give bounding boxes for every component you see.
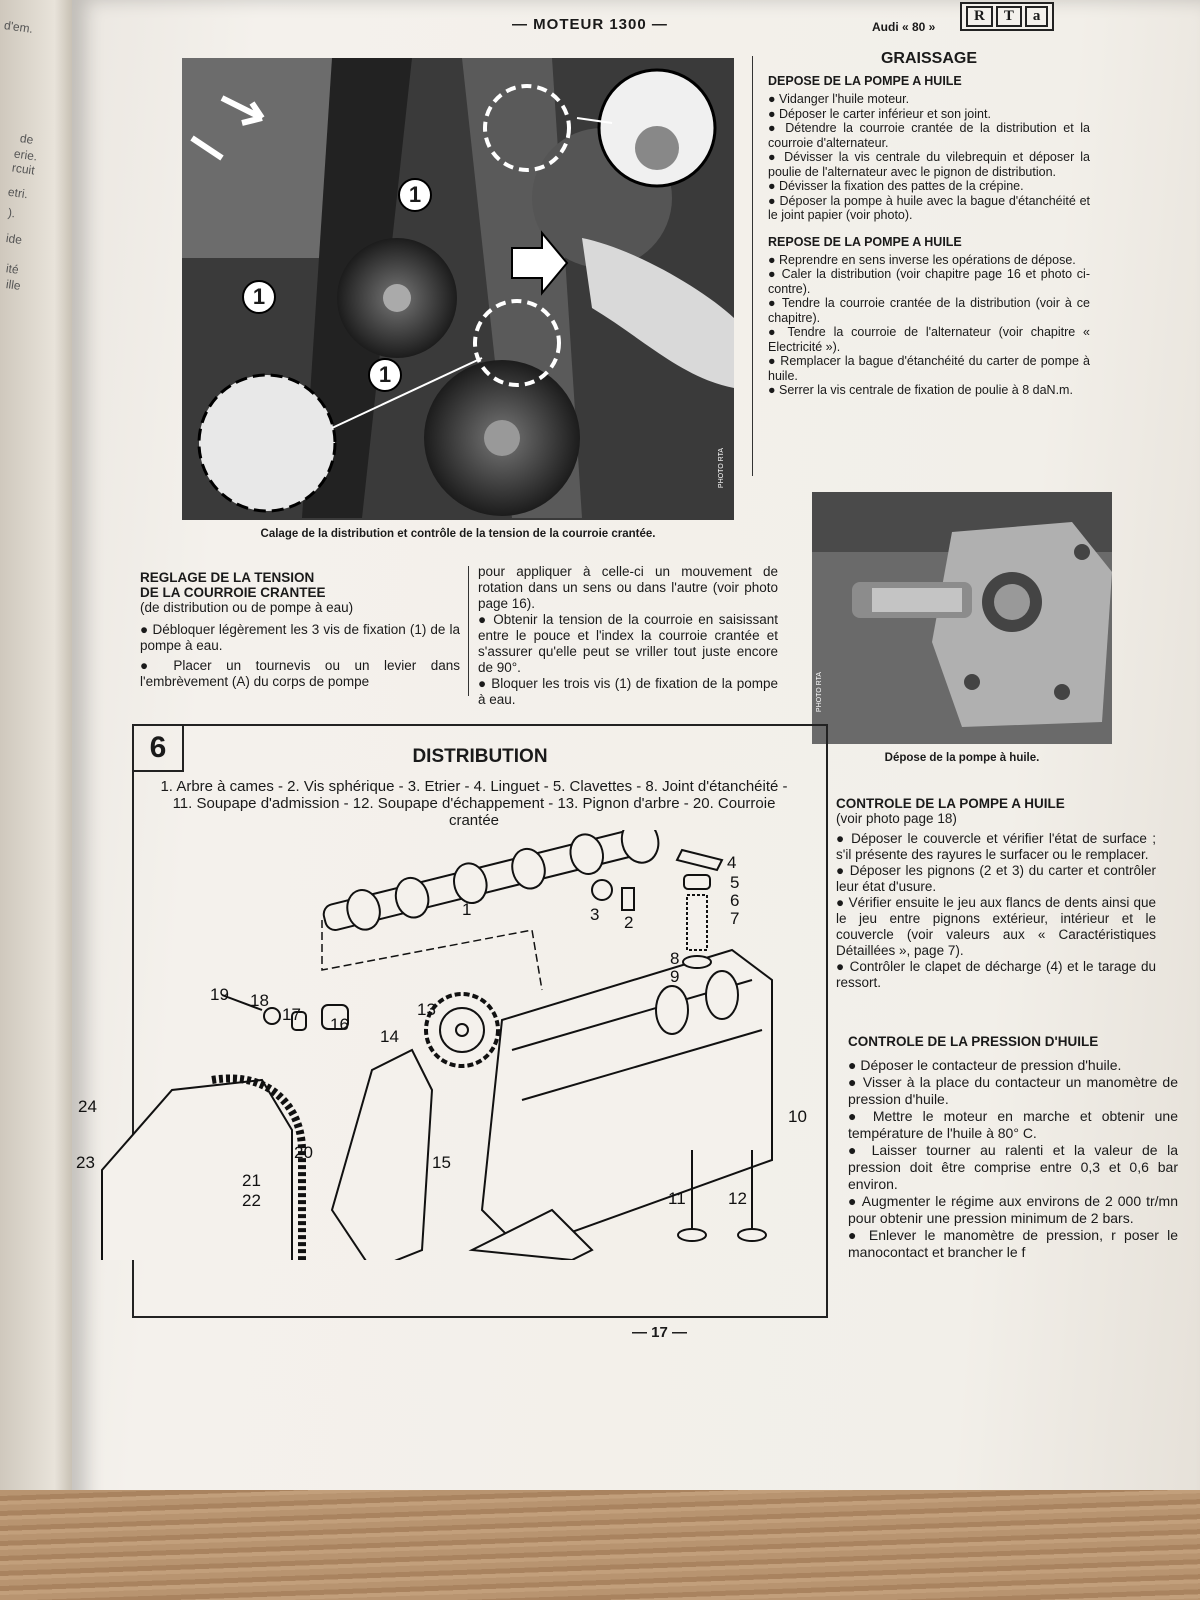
part-label: 23 bbox=[76, 1153, 95, 1172]
reglage-subtitle: (de distribution ou de pompe à eau) bbox=[140, 600, 354, 615]
left-fragment: ide bbox=[5, 230, 23, 248]
oil-pump-photo-art bbox=[812, 492, 1112, 744]
left-fragment: d'em. bbox=[3, 18, 34, 36]
controle-pompe-step: ● Déposer le couvercle et vérifier l'état de surface ; s'il présente des rayures le surfacer ou le remplacer. bbox=[836, 831, 1156, 862]
oil-pump-photo bbox=[812, 492, 1112, 744]
callout-1: 1 bbox=[368, 358, 402, 392]
reglage-step: ● Placer un tournevis ou un levier dans l'embrèvement (A) du corps de pompe bbox=[140, 658, 460, 689]
part-label: 8 bbox=[670, 949, 680, 968]
depose-step: ● Déposer la pompe à huile avec la bague d'étanchéité et le joint papier (voir photo). bbox=[768, 193, 1090, 222]
diagram-title: DISTRIBUTION bbox=[412, 746, 548, 767]
timing-belt-photo bbox=[182, 58, 734, 520]
controle-pression-section bbox=[848, 1034, 1178, 1261]
controle-pompe-section bbox=[836, 796, 1156, 991]
controle-pompe-step: ● Déposer les pignons (2 et 3) du carter et contrôler leur état d'usure. bbox=[836, 863, 1156, 894]
reglage-section bbox=[140, 570, 460, 690]
part-label: 7 bbox=[730, 909, 740, 928]
rta-logo bbox=[960, 2, 1054, 31]
reglage-step: ● Bloquer les trois vis (1) de fixation de la pompe à eau. bbox=[478, 676, 778, 707]
part-label: 6 bbox=[730, 891, 740, 910]
left-fragment: ). bbox=[7, 205, 17, 221]
controle-pression-step: ● Mettre le moteur en marche et obtenir une température de l'huile à 80° C. bbox=[848, 1108, 1178, 1141]
column-divider bbox=[468, 566, 469, 696]
left-page-edge bbox=[0, 0, 78, 1520]
part-label: 2 bbox=[624, 913, 634, 932]
reglage-step: ● Obtenir la tension de la courroie en saisissant entre le pouce et l'index la courroie crantée et s'assurer qu'elle peut se vriller tout juste encore de 90°. bbox=[478, 612, 778, 675]
callout-1: 1 bbox=[242, 280, 276, 314]
reglage-title-1: REGLAGE DE LA TENSION bbox=[140, 570, 315, 585]
part-label: 21 bbox=[242, 1171, 261, 1190]
repose-step: ● Serrer la vis centrale de fixation de poulie à 8 daN.m. bbox=[768, 383, 1073, 397]
logo-letter: a bbox=[1025, 6, 1049, 27]
repose-step: ● Caler la distribution (voir chapitre page 16 et photo ci-contre). bbox=[768, 267, 1090, 296]
depose-title: DEPOSE DE LA POMPE A HUILE bbox=[768, 74, 962, 88]
brand-label: Audi « 80 » bbox=[872, 20, 936, 34]
reglage-title-2: DE LA COURROIE CRANTEE bbox=[140, 585, 326, 600]
part-label: 15 bbox=[432, 1153, 451, 1172]
controle-pression-step: ● Augmenter le régime aux environs de 2 000 tr/mn pour obtenir une pression minimum de 2 bars. bbox=[848, 1193, 1178, 1226]
depose-step: ● Vidanger l'huile moteur. bbox=[768, 92, 910, 106]
controle-pression-title: CONTROLE DE LA PRESSION D'HUILE bbox=[848, 1034, 1099, 1049]
part-label: 10 bbox=[788, 1107, 807, 1126]
depose-step: ● Dévisser la fixation des pattes de la crépine. bbox=[768, 179, 1024, 193]
controle-pression-step: ● Enlever le manomètre de pression, r poser le manocontact et brancher le f bbox=[848, 1227, 1178, 1260]
part-label: 20 bbox=[294, 1143, 313, 1162]
diagram-legend: 1. Arbre à cames - 2. Vis sphérique - 3. Etrier - 4. Linguet - 5. Clavettes - 8. Joint d'étanchéité - 11. Soupape d'admission - 12. Soupape d'échappement - 13. Pignon d'arbre - 20. Courroie crantée bbox=[160, 778, 788, 829]
reglage-step: pour appliquer à celle-ci un mouvement de rotation dans un sens ou dans l'autre (voir photo page 16). bbox=[478, 564, 778, 611]
controle-pompe-step: ● Vérifier ensuite le jeu aux flancs de dents ainsi que le jeu entre pignons extérieur, intérieur et le couvercle (voir valeurs aux « Caractéristiques Détaillées », page 7). bbox=[836, 895, 1156, 958]
controle-pression-step: ● Laisser tourner au ralenti et la valeur de la pression doit être comprise entre 0,3 et 0,6 bar environ. bbox=[848, 1142, 1178, 1192]
photo1-caption: Calage de la distribution et contrôle de la tension de la courroie crantée. bbox=[260, 528, 656, 540]
part-label: 1 bbox=[462, 900, 472, 919]
page-header-title: — MOTEUR 1300 — bbox=[512, 16, 668, 33]
manual-page bbox=[72, 0, 1200, 1520]
depose-step: ● Détendre la courroie crantée de la distribution et la courroie d'alternateur. bbox=[768, 121, 1090, 150]
reglage-col2 bbox=[478, 564, 778, 708]
depose-step: ● Dévisser la vis centrale du vilebrequin et déposer la poulie de l'alternateur avec le pignon de distribution. bbox=[768, 150, 1090, 179]
repose-step: ● Tendre la courroie de l'alternateur (voir chapitre « Electricité »). bbox=[768, 325, 1090, 354]
part-label: 24 bbox=[78, 1097, 97, 1116]
part-label: 3 bbox=[590, 905, 600, 924]
repose-title: REPOSE DE LA POMPE A HUILE bbox=[768, 234, 962, 249]
part-label: 16 bbox=[330, 1015, 349, 1034]
repose-step: ● Remplacer la bague d'étanchéité du carter de pompe à huile. bbox=[768, 354, 1090, 383]
wooden-table bbox=[0, 1490, 1200, 1600]
part-label: 4 bbox=[727, 853, 737, 872]
part-label: 13 bbox=[417, 1000, 436, 1019]
part-label: 5 bbox=[730, 873, 740, 892]
part-label: 14 bbox=[380, 1027, 399, 1046]
page-number: — 17 — bbox=[632, 1324, 688, 1341]
controle-pression-step: ● Visser à la place du contacteur un manomètre de pression d'huile. bbox=[848, 1074, 1178, 1107]
part-label: 9 bbox=[670, 967, 680, 986]
repose-step: ● Tendre la courroie crantée de la distribution (voir à ce chapitre). bbox=[768, 296, 1090, 325]
right-column-divider bbox=[752, 56, 753, 476]
left-fragment: ité bbox=[5, 261, 20, 277]
part-label: 12 bbox=[728, 1189, 747, 1208]
controle-pression-step: ● Déposer le contacteur de pression d'huile. bbox=[848, 1057, 1122, 1073]
part-label: 18 bbox=[250, 991, 269, 1010]
controle-pompe-step: ● Contrôler le clapet de décharge (4) et le tarage du ressort. bbox=[836, 959, 1156, 990]
photo-credit: PHOTO RTA bbox=[718, 448, 725, 489]
figure-number: 6 bbox=[134, 726, 184, 772]
repose-step: ● Reprendre en sens inverse les opérations de dépose. bbox=[768, 252, 1076, 267]
left-fragment: ille bbox=[5, 277, 22, 293]
reglage-step: ● Débloquer légèrement les 3 vis de fixation (1) de la pompe à eau. bbox=[140, 622, 460, 653]
part-label: 19 bbox=[210, 985, 229, 1004]
logo-letter: T bbox=[996, 6, 1022, 27]
part-label: 11 bbox=[668, 1189, 686, 1208]
photo-credit: PHOTO RTA bbox=[816, 672, 823, 713]
photo2-caption: Dépose de la pompe à huile. bbox=[884, 752, 1040, 764]
graissage-section bbox=[768, 50, 1090, 398]
left-fragment: de bbox=[19, 131, 35, 147]
left-fragment: etri. bbox=[7, 184, 29, 202]
controle-pompe-subtitle: (voir photo page 18) bbox=[836, 811, 957, 826]
callout-1: 1 bbox=[398, 178, 432, 212]
distribution-exploded-drawing bbox=[72, 830, 832, 1260]
graissage-title: GRAISSAGE bbox=[880, 50, 977, 67]
part-label: 17 bbox=[282, 1005, 301, 1024]
depose-step: ● Déposer le carter inférieur et son joint. bbox=[768, 106, 991, 121]
left-fragment: erie. bbox=[13, 146, 39, 164]
controle-pompe-title: CONTROLE DE LA POMPE A HUILE bbox=[836, 796, 1065, 811]
logo-letter: R bbox=[966, 6, 993, 27]
part-label: 22 bbox=[242, 1191, 261, 1210]
left-fragment: rcuit bbox=[11, 160, 36, 178]
